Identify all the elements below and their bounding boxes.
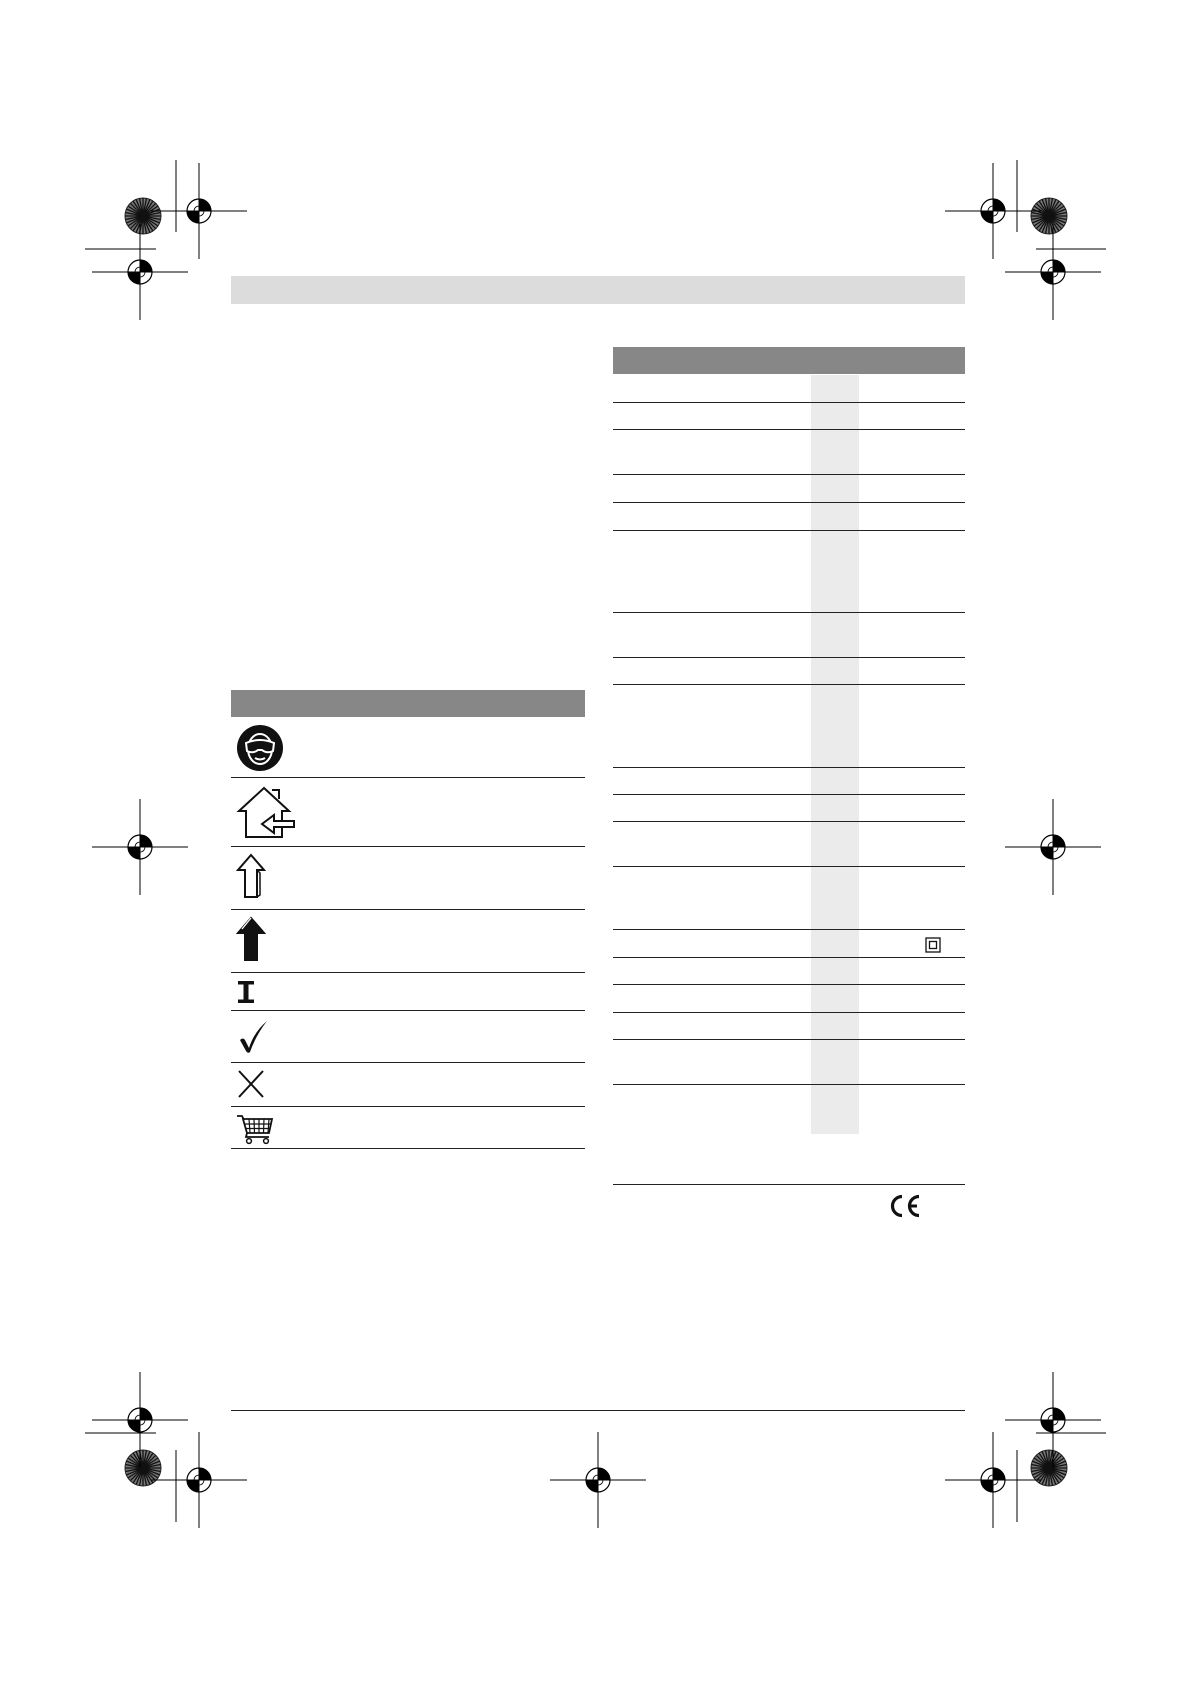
specs-row-divider [613,1039,965,1040]
specs-row-divider [613,929,965,930]
specs-row-divider [613,866,965,867]
cross-icon [236,1068,266,1100]
i-beam-icon [236,979,256,1005]
specs-row-divider [613,821,965,822]
specs-row-divider [613,767,965,768]
specs-row-divider [613,502,965,503]
page-footer-rule [231,1410,965,1411]
specs-row-divider [613,402,965,403]
eye-protection-icon [236,724,284,772]
specs-row-divider [613,429,965,430]
shopping-cart-icon [236,1113,274,1145]
specs-row-divider [613,1084,965,1085]
specs-row-divider [613,657,965,658]
specs-row-divider [613,474,965,475]
specs-row-divider [613,1012,965,1013]
arrow-outline-icon [236,853,266,899]
symbols-row-divider [231,1062,585,1063]
symbols-row-divider [231,972,585,973]
specs-row-divider [613,612,965,613]
specs-symbol-column [811,375,859,1134]
symbols-table-header [231,690,585,717]
specs-row-divider [613,957,965,958]
ce-mark-icon [888,1193,922,1219]
checkmark-icon [236,1018,270,1054]
specs-row-divider [613,794,965,795]
specs-row-divider [613,684,965,685]
double-insulation-class-ii-icon [925,937,941,953]
symbols-row-divider [231,1148,585,1149]
specs-table-header [613,347,965,374]
specs-row-divider [613,530,965,531]
symbols-row-divider [231,1106,585,1107]
symbols-row-divider [231,777,585,778]
page-header-band [231,276,965,304]
symbols-row-divider [231,909,585,910]
symbols-row-divider [231,1010,585,1011]
indoor-use-icon [236,785,298,841]
specs-row-divider [613,1184,965,1185]
symbols-row-divider [231,846,585,847]
specs-row-divider [613,984,965,985]
arrow-filled-icon [236,916,266,962]
